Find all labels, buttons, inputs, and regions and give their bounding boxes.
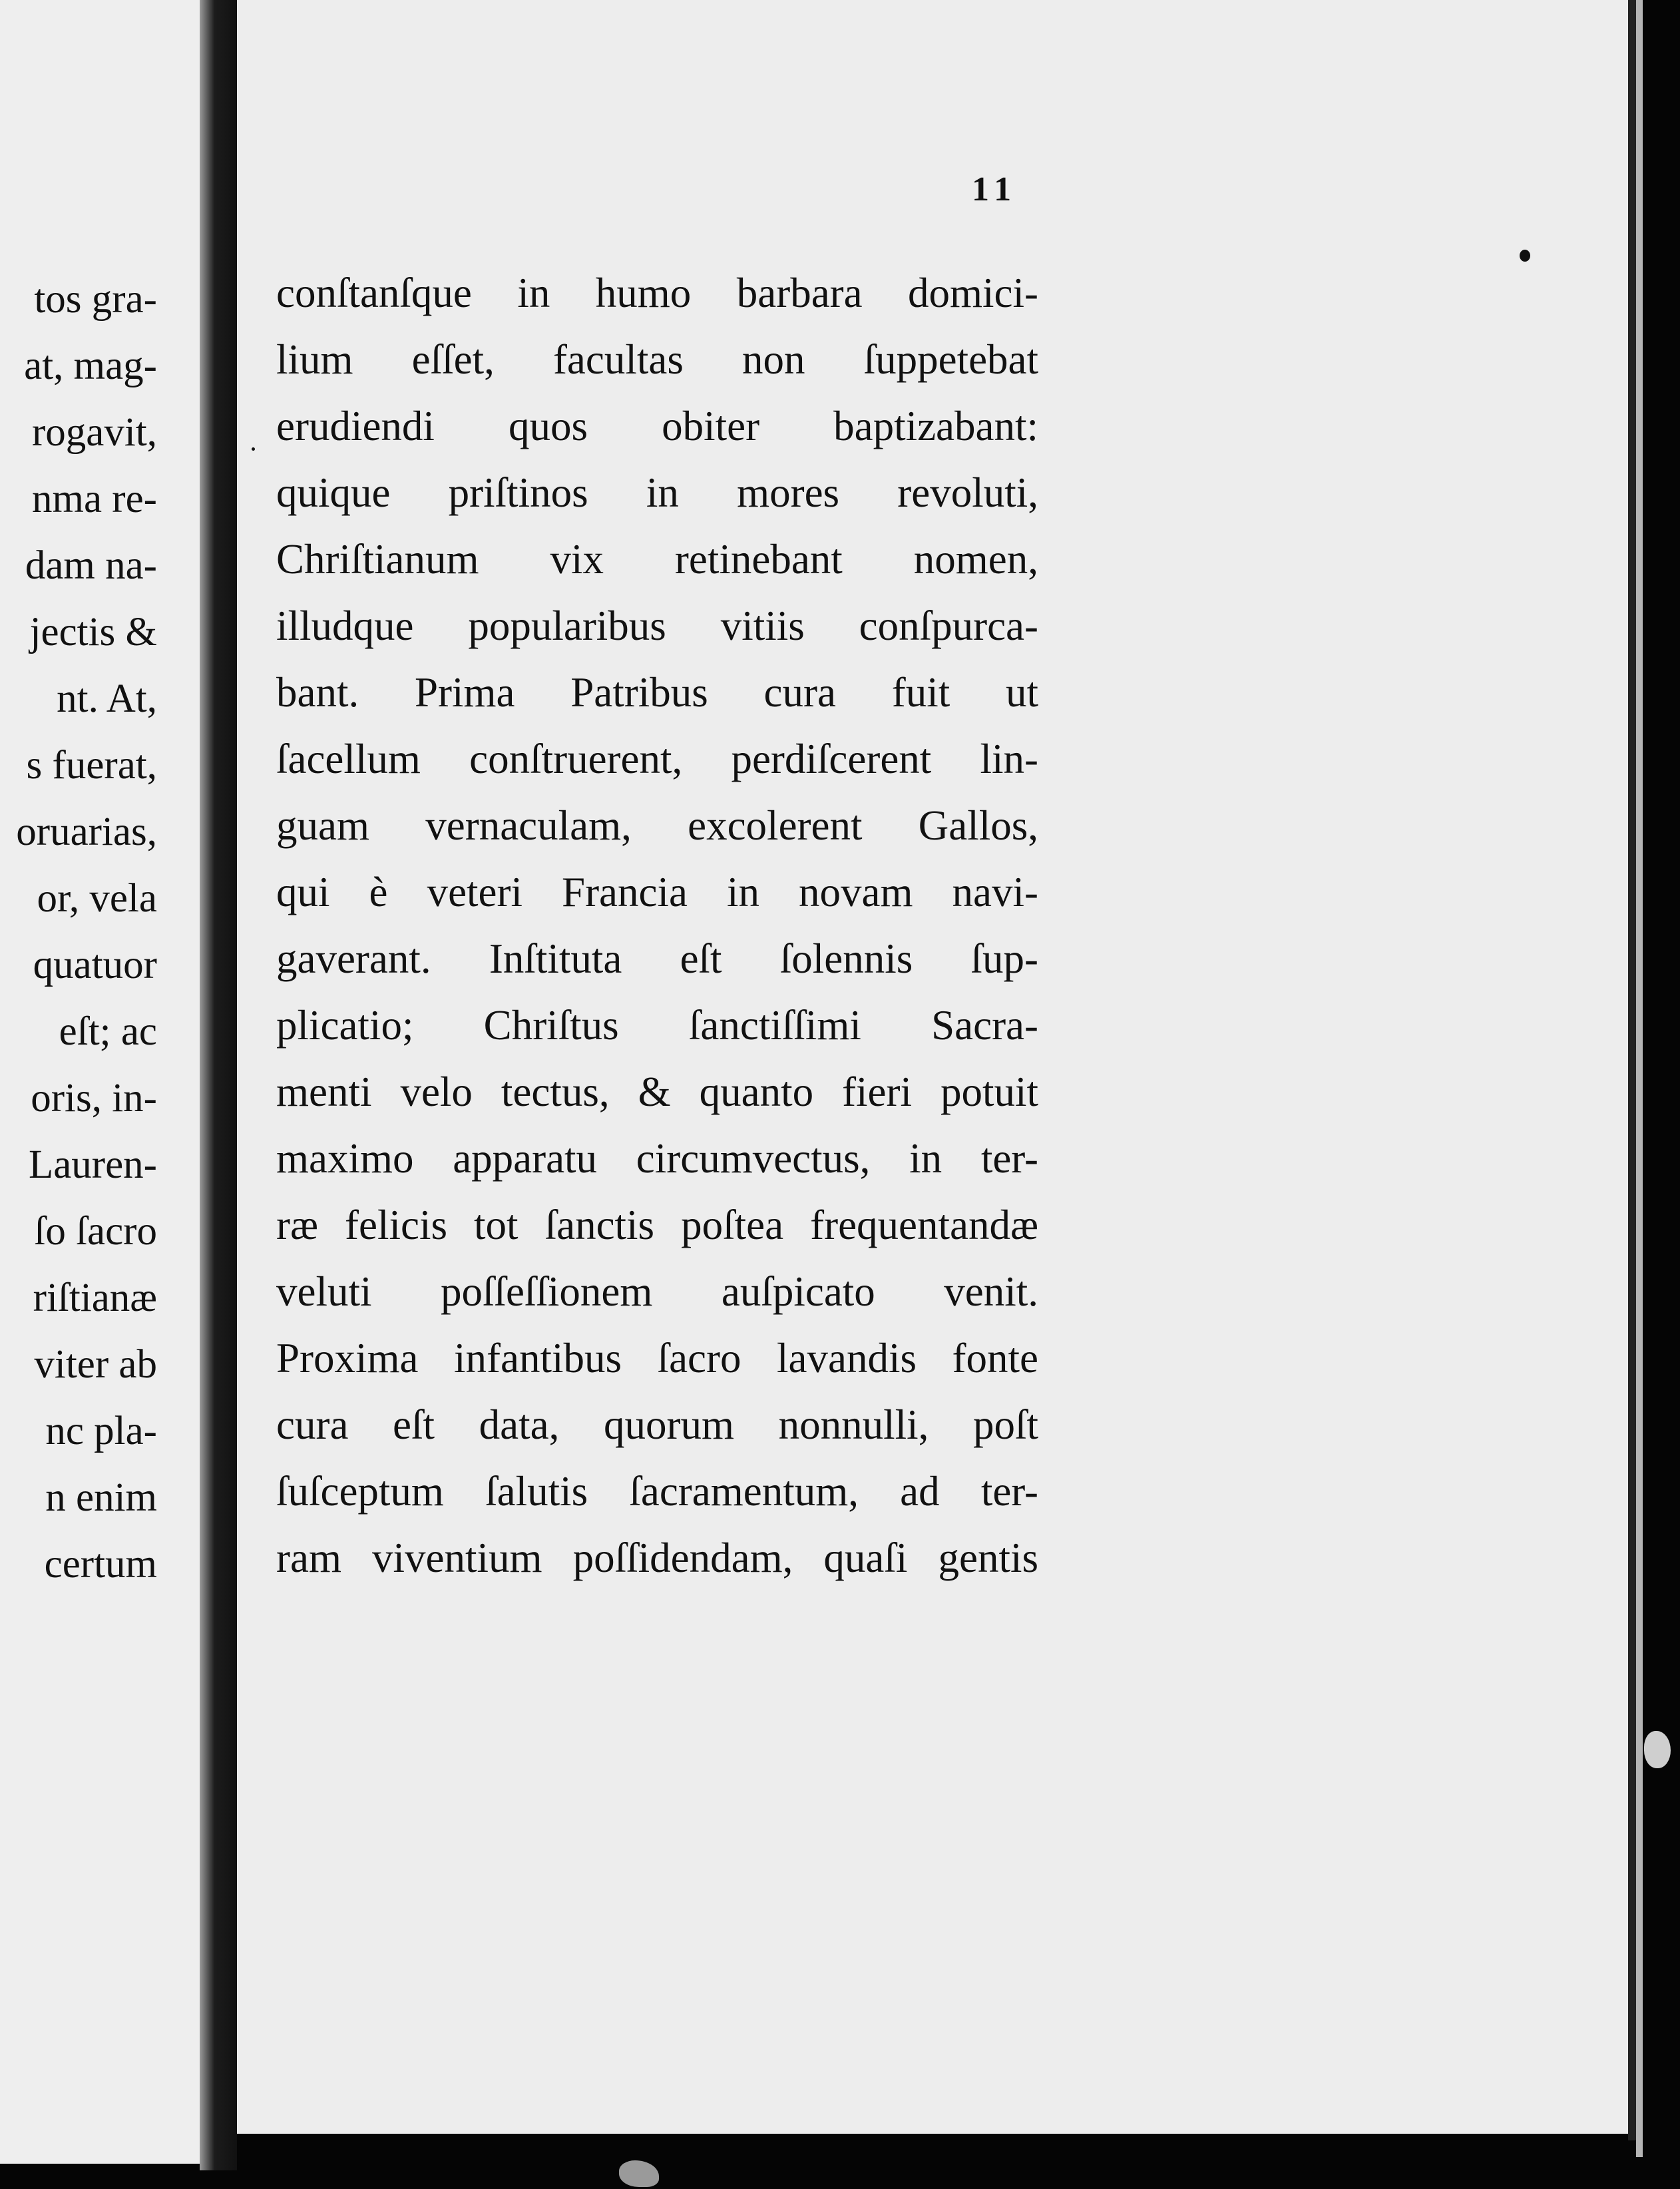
page-number: 11 xyxy=(972,170,1018,208)
text-line: cura eſt data, quorum nonnulli, poſt xyxy=(276,1401,1038,1448)
text-line: maximo apparatu circumvectus, in ter- xyxy=(276,1135,1038,1182)
previous-page xyxy=(0,0,204,2164)
ink-spot xyxy=(1520,250,1530,262)
left-line: eſt; ac xyxy=(59,1009,157,1054)
previous-page-text xyxy=(16,266,157,1598)
paper-blot xyxy=(619,2160,659,2187)
text-line: menti velo tectus, & quanto fieri potuit xyxy=(276,1069,1038,1115)
left-line: certum xyxy=(44,1542,157,1586)
left-line: dam na- xyxy=(25,543,157,588)
text-line: Proxima infantibus ſacro lavandis fonte xyxy=(276,1335,1038,1381)
left-line: n enim xyxy=(45,1475,157,1520)
text-line: Chriſtianum vix retinebant nomen, xyxy=(276,536,1038,583)
text-line: veluti poſſeſſionem auſpicato venit. xyxy=(276,1268,1038,1315)
text-line: erudiendi quos obiter baptizabant: xyxy=(276,403,1038,449)
page-edge-shadow xyxy=(1628,0,1636,2140)
body-text xyxy=(276,260,1038,1591)
text-line: quique priſtinos in mores revoluti, xyxy=(276,469,1038,516)
left-line: ſo ſacro xyxy=(34,1209,157,1254)
left-line: at, mag- xyxy=(24,344,157,388)
left-line: jectis & xyxy=(29,610,157,654)
left-line: oris, in- xyxy=(31,1076,157,1120)
text-line: plicatio; Chriſtus ſanctiſſimi Sacra- xyxy=(276,1002,1038,1049)
page-edge xyxy=(1636,0,1643,2157)
left-line: oruarias, xyxy=(16,810,157,854)
text-line: ræ felicis tot ſanctis poſtea frequentandæ xyxy=(276,1202,1038,1248)
text-line: lium eſſet, facultas non ſuppetebat xyxy=(276,336,1038,383)
text-line: illudque popularibus vitiis conſpurca- xyxy=(276,603,1038,649)
left-line: rogavit, xyxy=(31,410,157,455)
left-line: nc pla- xyxy=(45,1409,157,1453)
left-line: or, vela xyxy=(37,876,157,921)
left-line: s fuerat, xyxy=(26,743,157,788)
book-gutter xyxy=(200,0,237,2170)
text-line: ram viventium poſſidendam, quaſi gentis xyxy=(276,1535,1038,1581)
left-line: riſtianæ xyxy=(33,1276,157,1320)
ink-speck xyxy=(252,447,255,451)
left-line: nt. At, xyxy=(57,676,157,721)
text-line: guam vernaculam, excolerent Gallos, xyxy=(276,802,1038,849)
left-line: viter ab xyxy=(34,1342,157,1387)
left-line: Lauren- xyxy=(28,1142,157,1187)
left-line: tos gra- xyxy=(34,277,157,322)
text-line: ſuſceptum ſalutis ſacramentum, ad ter- xyxy=(276,1468,1038,1515)
text-line: bant. Prima Patribus cura fuit ut xyxy=(276,669,1038,716)
text-line: gaverant. Inſtituta eſt ſolennis ſup- xyxy=(276,935,1038,982)
text-line: conſtanſque in humo barbara domici- xyxy=(276,270,1038,316)
text-line: qui è veteri Francia in novam navi- xyxy=(276,869,1038,915)
left-line: quatuor xyxy=(33,943,157,987)
left-line: nma re- xyxy=(32,477,157,521)
paper-blot xyxy=(1644,1731,1671,1768)
text-line: ſacellum conſtruerent, perdiſcerent lin- xyxy=(276,736,1038,782)
